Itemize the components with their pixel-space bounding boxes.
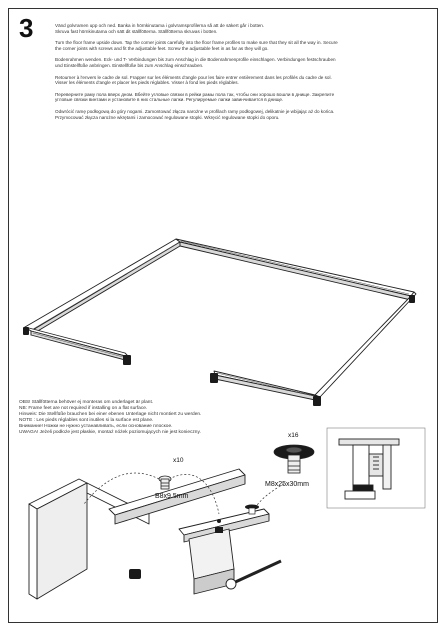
foot-quantity: x16 [288, 432, 299, 439]
screw-icon [159, 476, 171, 489]
frame-rail-right [315, 292, 416, 397]
instruction-page [8, 8, 438, 623]
corner-foot-front-right [313, 396, 321, 406]
corner-foot-front [210, 373, 218, 383]
instruction-de: Bodenrahmen wenden. Eck- und T- Verbindungen bis zum Anschlag in die Bodenrahmenprofile einschlagen. Verbindungen festschrauben und Einstellfüße anbringen. Einstellfüße bis zum Anschlag einschrauben. [55, 57, 336, 68]
instruction-fr: Retourner à l'envers le cadre de sol. Frapper sur les éléments d'angle pour les faire entrer entièrement dans les profilés du cadre de sol. Visser les éléments d'angle et placer les pieds réglables. Visser à fond les pieds réglables. [55, 74, 332, 86]
floor-frame-illustration [9, 9, 439, 624]
notes: OBS! Ställfötterna behöver ej monteras om underlaget är plant. NB: Frame feet are not required if installing on a flat surface. Hinweis: Die Stellfüße brauchen bei einer ebenen Unterlage nicht montiert zu werden. NOTE : Les pieds réglables sont inutiles si la surface est plane. Внимание! Ножки не нужно устанавливать, если основание плоское. UWAGA! Jeżeli podłoże jest płaskie, montaż nóżek poziomujących nie jest konieczny. [19, 400, 202, 435]
instruction-ru: Переверните раму пола вверх дном. Вбейте угловые связки в рейки рамы пола так, чтобы они хорошо вошли в днище. Закрепите угловые связки винтами и установите в них стальные лапки. Регулируемые лапки завинчивается в днище. [55, 91, 335, 103]
corner-foot-front-left [123, 355, 131, 365]
screw-size: B8x9.5mm [155, 493, 189, 500]
corner-foot-back-left [23, 327, 29, 335]
instruction-pl: Odwrócić ramę podłogową do góry nogami. Zamontować złącza narożne w profilach ramy podłogowej, delikatnie je wbijając aż do końca. Przymocować złącza narożne wkrętami i zamocować regulowane stopki. Wkręcić regulowane stopki do oporu. [55, 108, 335, 120]
step-number: 3 [19, 13, 34, 43]
instruction-en: Turn the floor frame upside down. Tap the corner joints carefully into the floor frame profiles to make sure that they sit all the way in. Secure the corner joints with screws and fit the adjustable feet. Screw the adjustable feet in as far as they will go. [55, 40, 338, 51]
corner-foot-back-right [409, 295, 415, 303]
instruction-sv: Vänd golvramen upp och ned. Banka in hörnkinutama i golvramsprofilerna så att de säkert går i botten. Skruva fast hörnkinutama och sätt dit ställfötterna. Ställfötterna skruvas i botten. [55, 23, 265, 34]
foot-size: M8x25x30mm [265, 481, 309, 488]
profile-cross-section [327, 428, 425, 508]
adjustable-foot-icon [274, 445, 314, 473]
frame-rail-back-left [25, 239, 180, 331]
screw-quantity: x10 [173, 457, 184, 464]
frame-rail-front [214, 371, 320, 397]
